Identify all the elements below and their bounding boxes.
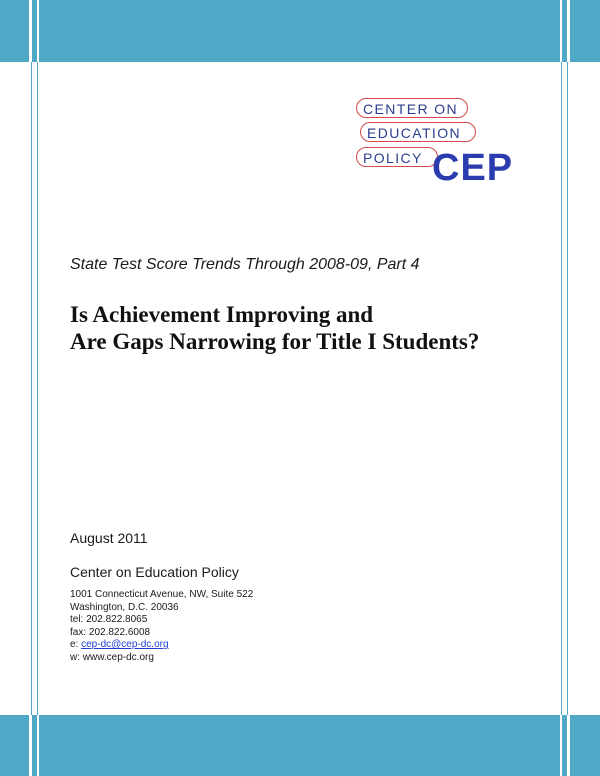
- organization-name: Center on Education Policy: [70, 564, 239, 580]
- email-line: [70, 639, 253, 652]
- title-line-1: Is Achievement Improving and: [70, 302, 374, 327]
- frame-rule-right-2: [567, 62, 568, 715]
- email-prefix: e:: [70, 639, 82, 651]
- bottom-band: [0, 715, 600, 776]
- website: w: www.cep-dc.org: [70, 651, 154, 663]
- frame-rule-left: [31, 62, 32, 715]
- report-title: [70, 301, 550, 355]
- logo-line-1: CENTER ON: [356, 98, 468, 118]
- fax: fax: 202.822.6008: [70, 626, 151, 638]
- frame-rule-right: [561, 62, 562, 715]
- contact-block: [70, 589, 253, 665]
- address-line-1: 1001 Connecticut Avenue, NW, Suite 522: [70, 589, 254, 600]
- email-link[interactable]: cep-dc@cep-dc.org: [81, 639, 169, 651]
- top-band: [0, 0, 600, 62]
- logo-acronym: CEP: [432, 147, 514, 189]
- cep-logo: [356, 98, 536, 190]
- publication-date: August 2011: [70, 530, 148, 546]
- telephone: tel: 202.822.8065: [70, 614, 148, 626]
- frame-rule-left-2: [37, 62, 38, 715]
- logo-line-2: EDUCATION: [360, 122, 476, 142]
- report-subtitle: State Test Score Trends Through 2008-09, Part 4: [70, 256, 420, 273]
- logo-line-3: POLICY: [356, 147, 438, 167]
- address-line-2: Washington, D.C. 20036: [70, 601, 179, 613]
- title-line-2: Are Gaps Narrowing for Title I Students?: [70, 329, 480, 354]
